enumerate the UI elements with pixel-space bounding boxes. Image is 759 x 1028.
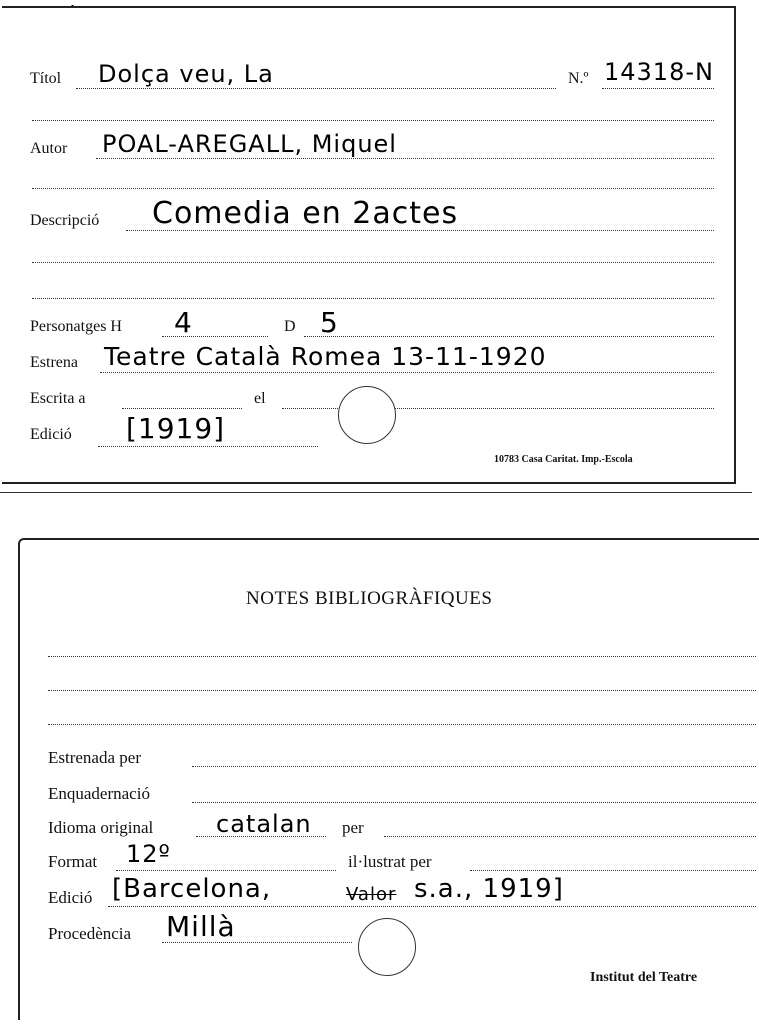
catalog-card-back: [18, 538, 759, 1020]
format-label: Format: [48, 852, 98, 871]
estrena-value: Teatre Català Romea 13-11-1920: [104, 342, 547, 371]
blank-line: [32, 298, 714, 299]
escrita-label: Escrita a: [30, 390, 86, 407]
escrita-line: [122, 408, 242, 409]
blank-line: [48, 690, 756, 691]
estrena-label: Estrena: [30, 354, 78, 371]
edicio-line-2: [108, 906, 756, 907]
descripcio-value: Comedia en 2actes: [152, 196, 459, 231]
numero-line: [602, 88, 714, 89]
idioma-per-label: per: [342, 818, 364, 837]
card-separator: [0, 492, 752, 493]
punch-hole: [338, 386, 396, 444]
titol-label: Títol: [30, 70, 62, 87]
edicio-value-date: s.a., 1919]: [414, 874, 564, 904]
punch-hole: [358, 918, 416, 976]
procedencia-value: Millà: [166, 910, 236, 943]
titol-line: [76, 88, 556, 89]
numero-label: N.º: [568, 70, 589, 87]
edicio-value-place: [Barcelona,: [112, 874, 272, 904]
personatges-d-value: 5: [320, 306, 339, 339]
enquadernacio-label: Enquadernació: [48, 784, 150, 803]
notes-heading: NOTES BIBLIOGRÀFIQUES: [246, 588, 493, 609]
format-line: [116, 870, 336, 871]
blank-line: [48, 656, 756, 657]
autor-line: [96, 158, 714, 159]
numero-value: 14318-N: [604, 58, 714, 86]
edicio-label-2: Edició: [48, 888, 93, 907]
idioma-value: catalan: [216, 810, 312, 838]
escrita-el-label: el: [254, 390, 266, 407]
catalog-card-front: [2, 6, 736, 484]
idioma-per-line: [384, 836, 756, 837]
blank-line: [32, 120, 714, 121]
personatges-h-value: 4: [174, 306, 193, 339]
edicio-line: [98, 446, 318, 447]
estrenada-line: [192, 766, 756, 767]
personatges-d-label: D: [284, 318, 296, 335]
personatges-label: Personatges H: [30, 318, 122, 335]
autor-label: Autor: [30, 140, 68, 157]
blank-line: [32, 262, 714, 263]
format-value: 12º: [126, 840, 171, 868]
autor-value: POAL-AREGALL, Miquel: [102, 130, 397, 158]
estrenada-label: Estrenada per: [48, 748, 141, 767]
enquadernacio-line: [192, 802, 756, 803]
titol-value: Dolça veu, La: [98, 60, 274, 88]
illustrat-label: il·lustrat per: [348, 852, 432, 871]
estrena-line: [100, 372, 714, 373]
edicio-value: [1919]: [126, 412, 226, 445]
blank-line: [32, 188, 714, 189]
edicio-label: Edició: [30, 426, 72, 443]
edicio-value-struck: Valor: [346, 884, 397, 905]
idioma-label: Idioma original: [48, 818, 154, 837]
illustrat-line: [470, 870, 756, 871]
blank-line: [48, 724, 756, 725]
printer-imprint: 10783 Casa Caritat. Imp.-Escola: [494, 454, 633, 465]
personatges-d-line: [304, 336, 714, 337]
institution-footer: Institut del Teatre: [590, 970, 698, 985]
descripcio-label: Descripció: [30, 212, 100, 229]
procedencia-label: Procedència: [48, 924, 132, 943]
